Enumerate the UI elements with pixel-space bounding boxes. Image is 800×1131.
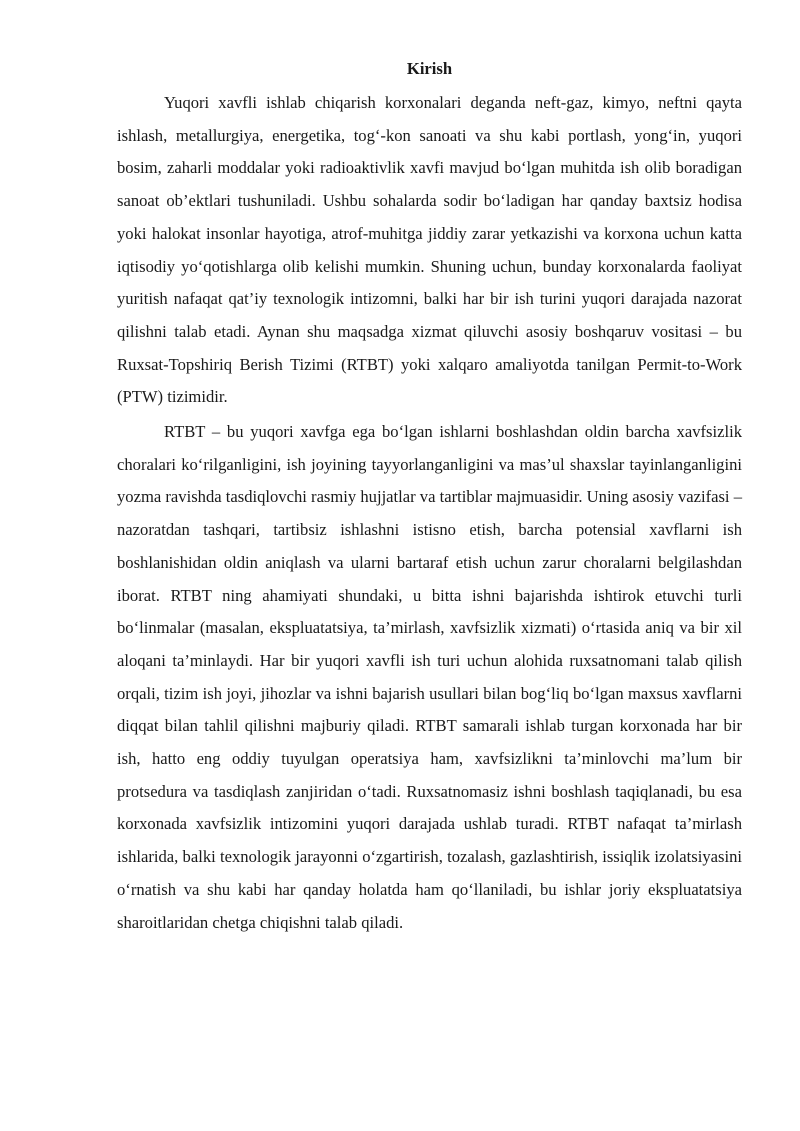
paragraph-1: Yuqori xavfli ishlab chiqarish korxonalari deganda neft-gaz, kimyo, neftni qayta ishlash, metallurgiya, energetika, tog‘-kon sanoati va shu kabi portlash, yong‘in, yuqori bosim, zaharli moddalar yoki radioaktivlik xavfi mavjud bo‘lgan muhitda ish olib boradigan sanoat ob’ektlari tushuniladi. Ushbu sohalarda sodir bo‘ladigan har qanday baxtsiz hodisa yoki halokat insonlar hayotiga, atrof-muhitga jiddiy zarar yetkazishi va korxona uchun katta iqtisodiy yo‘qotishlarga olib kelishi mumkin. Shuning uchun, bunday korxonalarda faoliyat yuritish nafaqat qat’iy texnologik intizomni, balki har bir ish turini yuqori darajada nazorat qilishni talab etadi. Aynan shu maqsadga xizmat qiluvchi asosiy boshqaruv vositasi – bu Ruxsat-Topshiriq Berish Tizimi (RTBT) yoki xalqaro amaliyotda tanilgan Permit-to-Work (PTW) tizimidir. — [117, 93, 742, 407]
paragraph-2: RTBT – bu yuqori xavfga ega bo‘lgan ishlarni boshlashdan oldin barcha xavfsizlik choralari ko‘rilganligini, ish joyining tayyorlanganligini va mas’ul shaxslar tayinlanganligini yozma ravishda tasdiqlovchi rasmiy hujjatlar va tartiblar majmuasidir. Uning asosiy vazifasi – nazoratdan tashqari, tartibsiz ishlashni istisno etish, barcha potensial xavflarni ish boshlanishidan oldin aniqlash va ularni bartaraf etish uchun zarur choralarni belgilashdan iborat. RTBT ning ahamiyati shundaki, u bitta ishni bajarishda ishtirok etuvchi turli bo‘linmalar (masalan, ekspluatatsiya, ta’mirlash, xavfsizlik xizmati) o‘rtasida aniq va bir xil aloqani ta’minlaydi. Har bir yuqori xavfli ish turi uchun alohida ruxsatnomani talab qilish orqali, tizim ish joyi, jihozlar va ishni bajarish usullari bilan bog‘liq bo‘lgan maxsus xavflarni diqqat bilan tahlil qilishni majburiy qiladi. RTBT samarali ishlab turgan korxonada har bir ish, hatto eng oddiy tuyulgan operatsiya ham, xavfsizlikni ta’minlovchi ma’lum bir protsedura va tasdiqlash zanjiridan o‘tadi. Ruxsatnomasiz ishni boshlash taqiqlanadi, bu esa korxonada xavfsizlik intizomini yuqori darajada ushlab turadi. RTBT nafaqat ta’mirlash ishlarida, balki texnologik jarayonni o‘zgartirish, tozalash, gazlashtirish, issiqlik izolatsiyasini o‘rnatish va shu kabi har qanday holatda ham qo‘llaniladi, bu ishlar joriy ekspluatatsiya sharoitlaridan chetga chiqishni talab qiladi. — [117, 422, 742, 932]
section-title: Kirish — [406, 59, 453, 78]
document-page — [117, 56, 742, 941]
